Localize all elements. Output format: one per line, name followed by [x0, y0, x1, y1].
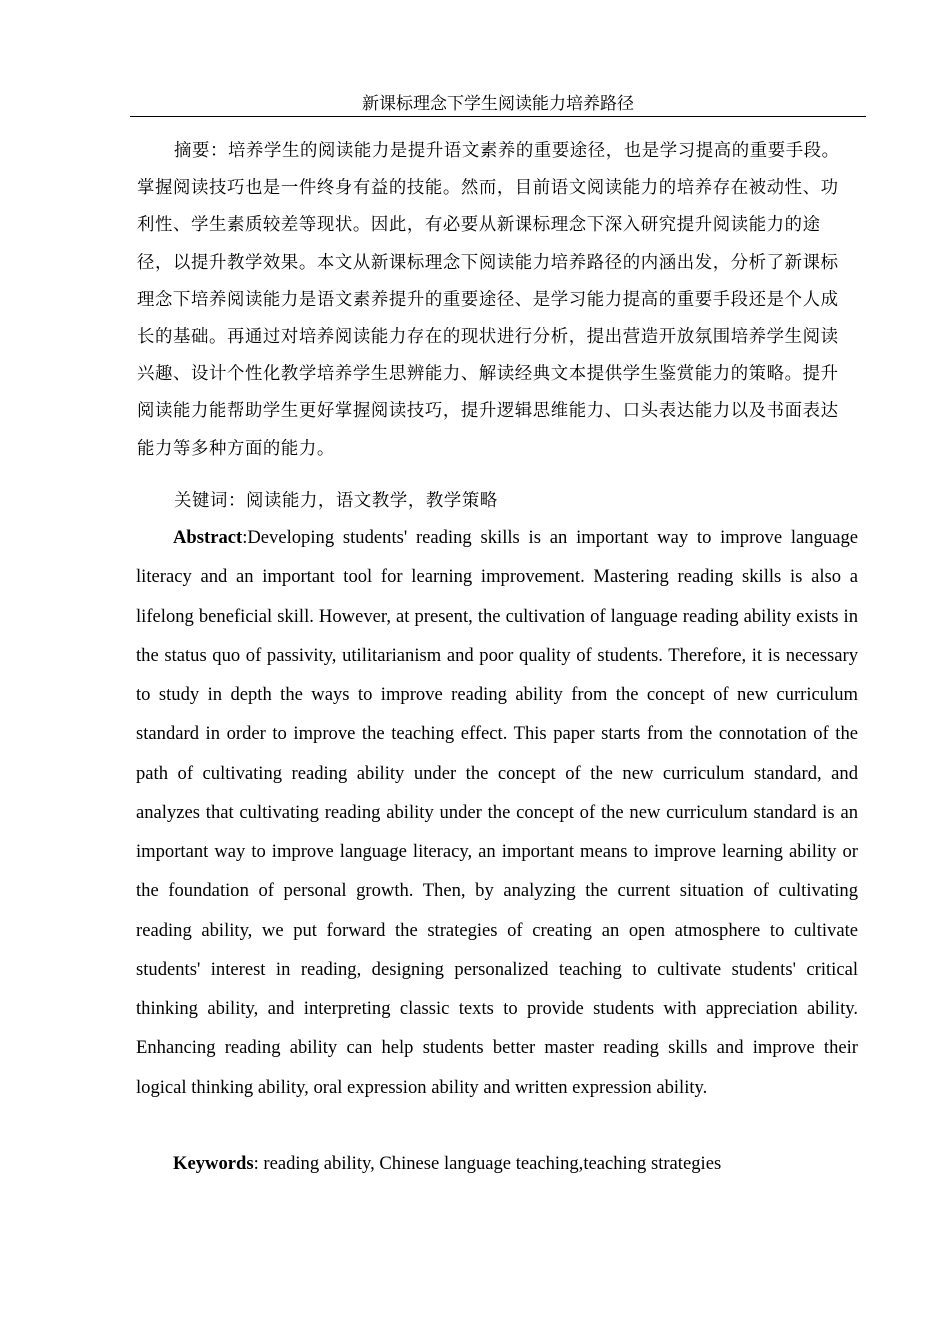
abstract-en-text: :Developing students' reading skills is an important way to improve language literacy and an important tool for learning improvement. Mastering reading skills is also a lifelong beneficial skill. However, at present, the cultivation of language reading ability exists in the status quo of passivity, utilitarianism and poor quality of students. Therefore, it is necessary to study in depth the ways to improve reading ability from the concept of new curriculum standard in order to improve the teaching effect. This paper starts from the connotation of the path of cultivating reading ability under the concept of the new curriculum standard, and analyzes that cultivating reading ability under the concept of the new curriculum standard is an important way to improve language literacy, an important means to improve learning ability or the foundation of personal growth. Then, by analyzing the current situation of cultivating reading ability, we put forward the strategies of creating an open atmosphere to cultivate students' interest in reading, designing personalized teaching to cultivate students' critical thinking ability, and interpreting classic texts to provide students with appreciation ability. Enhancing reading ability can help students better master reading skills and improve their logical thinking ability, oral expression ability and written expression ability.	[136, 527, 858, 1098]
keywords-en-text: : reading ability, Chinese language teaching,teaching strategies	[253, 1153, 722, 1174]
running-header-title: 新课标理念下学生阅读能力培养路径	[362, 94, 634, 114]
abstract-en-paragraph	[136, 518, 858, 1107]
abstract-en-section	[136, 518, 858, 1107]
abstract-en-label: Abstract	[173, 527, 243, 548]
keywords-en-paragraph	[136, 1145, 858, 1182]
keywords-zh-section	[137, 483, 852, 520]
abstract-zh-section	[137, 133, 852, 468]
keywords-en-label: Keywords	[173, 1153, 254, 1174]
keywords-en-section	[136, 1145, 858, 1182]
abstract-zh-text: 培养学生的阅读能力是提升语文素养的重要途径，也是学习提高的重要手段。掌握阅读技巧也是一件终身有益的技能。然而，目前语文阅读能力的培养存在被动性、功利性、学生素质较差等现状。因此，有必要从新课标理念下深入研究提升阅读能力的途径，以提升教学效果。本文从新课标理念下阅读能力培养路径的内涵出发，分析了新课标理念下培养阅读能力是语文素养提升的重要途径、是学习能力提高的重要手段还是个人成长的基础。再通过对培养阅读能力存在的现状进行分析，提出营造开放氛围培养学生阅读兴趣、设计个性化教学培养学生思辨能力、解读经典文本提供学生鉴赏能力的策略。提升阅读能力能帮助学生更好掌握阅读技巧，提升逻辑思维能力、口头表达能力以及书面表达能力等多种方面的能力。	[137, 141, 840, 459]
abstract-zh-label: 摘要：	[174, 141, 228, 161]
keywords-zh-label: 关键词：	[174, 491, 246, 511]
header-divider	[130, 116, 866, 117]
abstract-zh-paragraph	[137, 133, 852, 468]
keywords-zh-paragraph	[137, 483, 852, 520]
keywords-zh-text: 阅读能力，语文教学，教学策略	[245, 491, 498, 511]
